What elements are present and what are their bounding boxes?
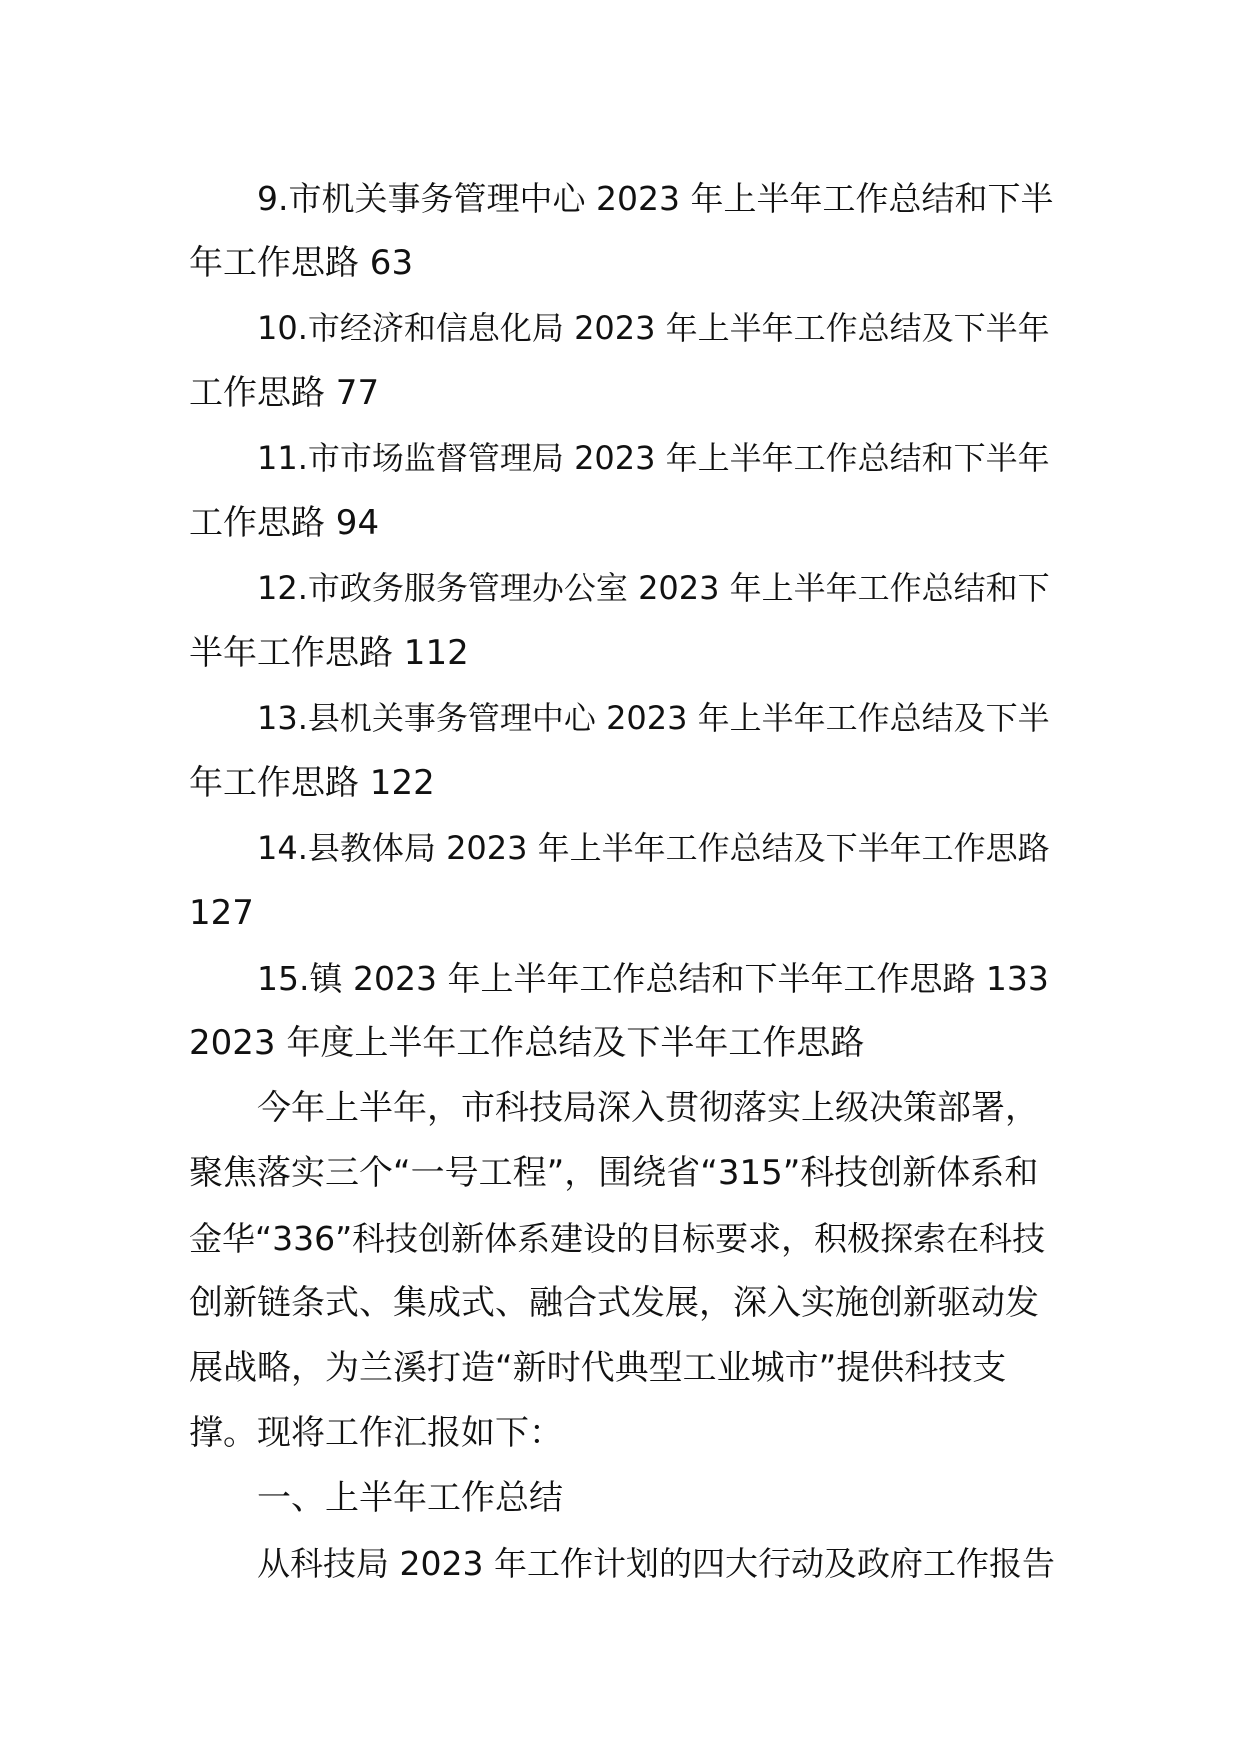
body-paragraph-line: 创新链条式、集成式、融合式发展，深入实施创新驱动发	[189, 1283, 1039, 1323]
document-page	[189, 166, 1059, 1596]
toc-entry-9-cont: 年工作思路 63	[189, 243, 414, 283]
toc-entry-9: 9.市机关事务管理中心 2023 年上半年工作总结和下半	[257, 179, 1054, 218]
body-paragraph-line: 展战略，为兰溪打造“新时代典型工业城市”提供科技支	[189, 1348, 1007, 1388]
toc-entry-12-cont: 半年工作思路 112	[189, 633, 469, 673]
body-paragraph-line: 今年上半年，市科技局深入贯彻落实上级决策部署，	[257, 1088, 1039, 1128]
section-title: 2023 年度上半年工作总结及下半年工作思路	[189, 1023, 865, 1063]
toc-entry-11-cont: 工作思路 94	[189, 503, 380, 543]
toc-entry-10: 10.市经济和信息化局 2023 年上半年工作总结及下半年	[257, 309, 1050, 347]
body-paragraph-line: 金华“336”科技创新体系建设的目标要求，积极探索在科技	[189, 1219, 1046, 1258]
toc-entry-12: 12.市政务服务管理办公室 2023 年上半年工作总结和下	[257, 569, 1050, 607]
body-paragraph-line: 聚焦落实三个“一号工程”，围绕省“315”科技创新体系和	[189, 1153, 1039, 1193]
toc-entry-13-cont: 年工作思路 122	[189, 763, 435, 803]
toc-entry-14-cont: 127	[189, 893, 254, 933]
toc-entry-10-cont: 工作思路 77	[189, 373, 380, 413]
body-paragraph-line: 撑。现将工作汇报如下：	[189, 1413, 563, 1453]
body-paragraph-line: 从科技局 2023 年工作计划的四大行动及政府工作报告	[257, 1544, 1055, 1583]
toc-entry-15: 15.镇 2023 年上半年工作总结和下半年工作思路 133	[257, 959, 1049, 998]
toc-entry-13: 13.县机关事务管理中心 2023 年上半年工作总结及下半	[257, 699, 1050, 737]
section-heading: 一、上半年工作总结	[257, 1478, 563, 1518]
toc-entry-11: 11.市市场监督管理局 2023 年上半年工作总结和下半年	[257, 439, 1050, 477]
toc-entry-14: 14.县教体局 2023 年上半年工作总结及下半年工作思路	[257, 829, 1050, 867]
